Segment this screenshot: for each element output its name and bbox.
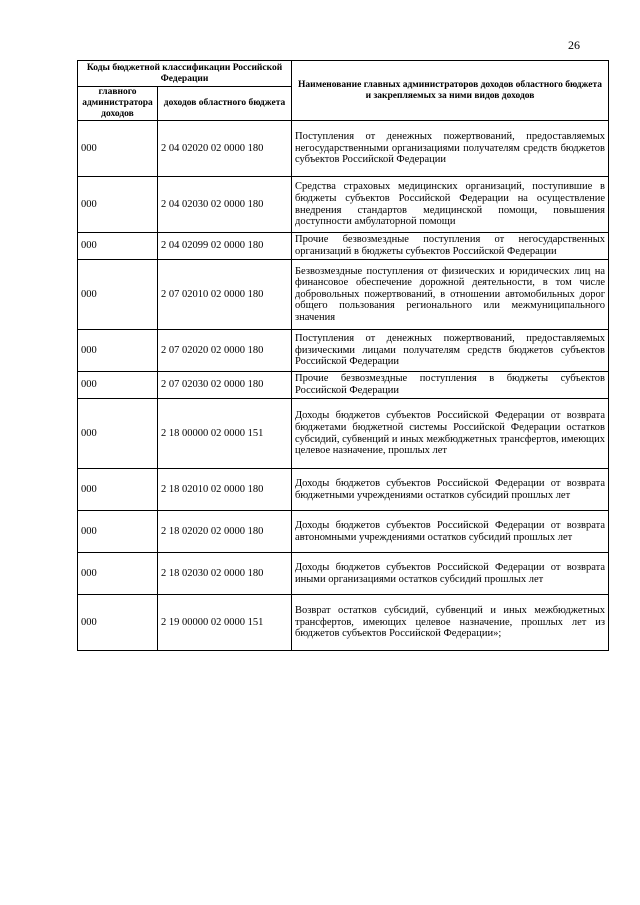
income-code-cell: 2 07 02030 02 0000 180 [158,372,292,399]
table-row [78,330,609,372]
table-row [78,177,609,233]
header-admin-code: главного администратора доходов [78,87,158,121]
income-code-cell: 2 18 02020 02 0000 180 [158,511,292,553]
admin-code-cell: 000 [78,595,158,651]
income-name-cell: Доходы бюджетов субъектов Российской Федерации от возврата автономными учреждениями остатков субсидий прошлых лет [292,511,609,553]
income-code-cell: 2 04 02020 02 0000 180 [158,121,292,177]
income-name-cell: Доходы бюджетов субъектов Российской Федерации от возврата бюджетными учреждениями остатков субсидий прошлых лет [292,469,609,511]
income-name-cell: Доходы бюджетов субъектов Российской Федерации от возврата бюджетами бюджетной системы Российской Федерации остатков субсидий, субвенций и иных межбюджетных трансфертов, имеющих целевое назначение, прошлых лет [292,399,609,469]
page-number: 26 [568,38,580,52]
budget-codes-table [77,60,609,651]
admin-code-cell: 000 [78,511,158,553]
admin-code-cell: 000 [78,330,158,372]
income-code-cell: 2 04 02099 02 0000 180 [158,233,292,260]
admin-code-cell: 000 [78,469,158,511]
admin-code-cell: 000 [78,233,158,260]
income-code-cell: 2 19 00000 02 0000 151 [158,595,292,651]
income-code-cell: 2 04 02030 02 0000 180 [158,177,292,233]
admin-code-cell: 000 [78,260,158,330]
income-code-cell: 2 07 02020 02 0000 180 [158,330,292,372]
table-row [78,469,609,511]
income-code-cell: 2 07 02010 02 0000 180 [158,260,292,330]
header-income-code: доходов областного бюджета [158,87,292,121]
table-row [78,260,609,330]
table-row [78,121,609,177]
income-name-cell: Прочие безвозмездные поступления в бюджеты субъектов Российской Федерации [292,372,609,399]
income-name-cell: Поступления от денежных пожертвований, предоставляемых физическими лицами получателям средств бюджетов субъектов Российской Федерации [292,330,609,372]
admin-code-cell: 000 [78,553,158,595]
header-name: Наименование главных администраторов доходов областного бюджета и закрепляемых за ними видов доходов [292,61,609,121]
table-row [78,553,609,595]
table-row [78,372,609,399]
income-name-cell: Прочие безвозмездные поступления от негосударственных организаций в бюджеты субъектов Российской Федерации [292,233,609,260]
header-codes-group: Коды бюджетной классификации Российской Федерации [78,61,292,87]
table-row [78,595,609,651]
table-row [78,511,609,553]
admin-code-cell: 000 [78,121,158,177]
income-name-cell: Безвозмездные поступления от физических и юридических лиц на финансовое обеспечение дорожной деятельности, в том числе добровольных пожертвований, в отношении автомобильных дорог общего пользования регионального или межмуниципального значения [292,260,609,330]
income-name-cell: Доходы бюджетов субъектов Российской Федерации от возврата иными организациями остатков субсидий прошлых лет [292,553,609,595]
table-row [78,399,609,469]
income-name-cell: Поступления от денежных пожертвований, предоставляемых негосударственными организациями получателям средств бюджетов субъектов Российской Федерации [292,121,609,177]
admin-code-cell: 000 [78,177,158,233]
income-name-cell: Возврат остатков субсидий, субвенций и иных межбюджетных трансфертов, имеющих целевое назначение, прошлых лет из бюджетов субъектов Российской Федерации»; [292,595,609,651]
income-name-cell: Средства страховых медицинских организаций, поступившие в бюджеты субъектов Российской Федерации на осуществление внедрения стандартов медицинской помощи, повышения доступности амбулаторной помощи [292,177,609,233]
admin-code-cell: 000 [78,372,158,399]
income-code-cell: 2 18 02030 02 0000 180 [158,553,292,595]
table-row [78,233,609,260]
income-code-cell: 2 18 00000 02 0000 151 [158,399,292,469]
income-code-cell: 2 18 02010 02 0000 180 [158,469,292,511]
admin-code-cell: 000 [78,399,158,469]
